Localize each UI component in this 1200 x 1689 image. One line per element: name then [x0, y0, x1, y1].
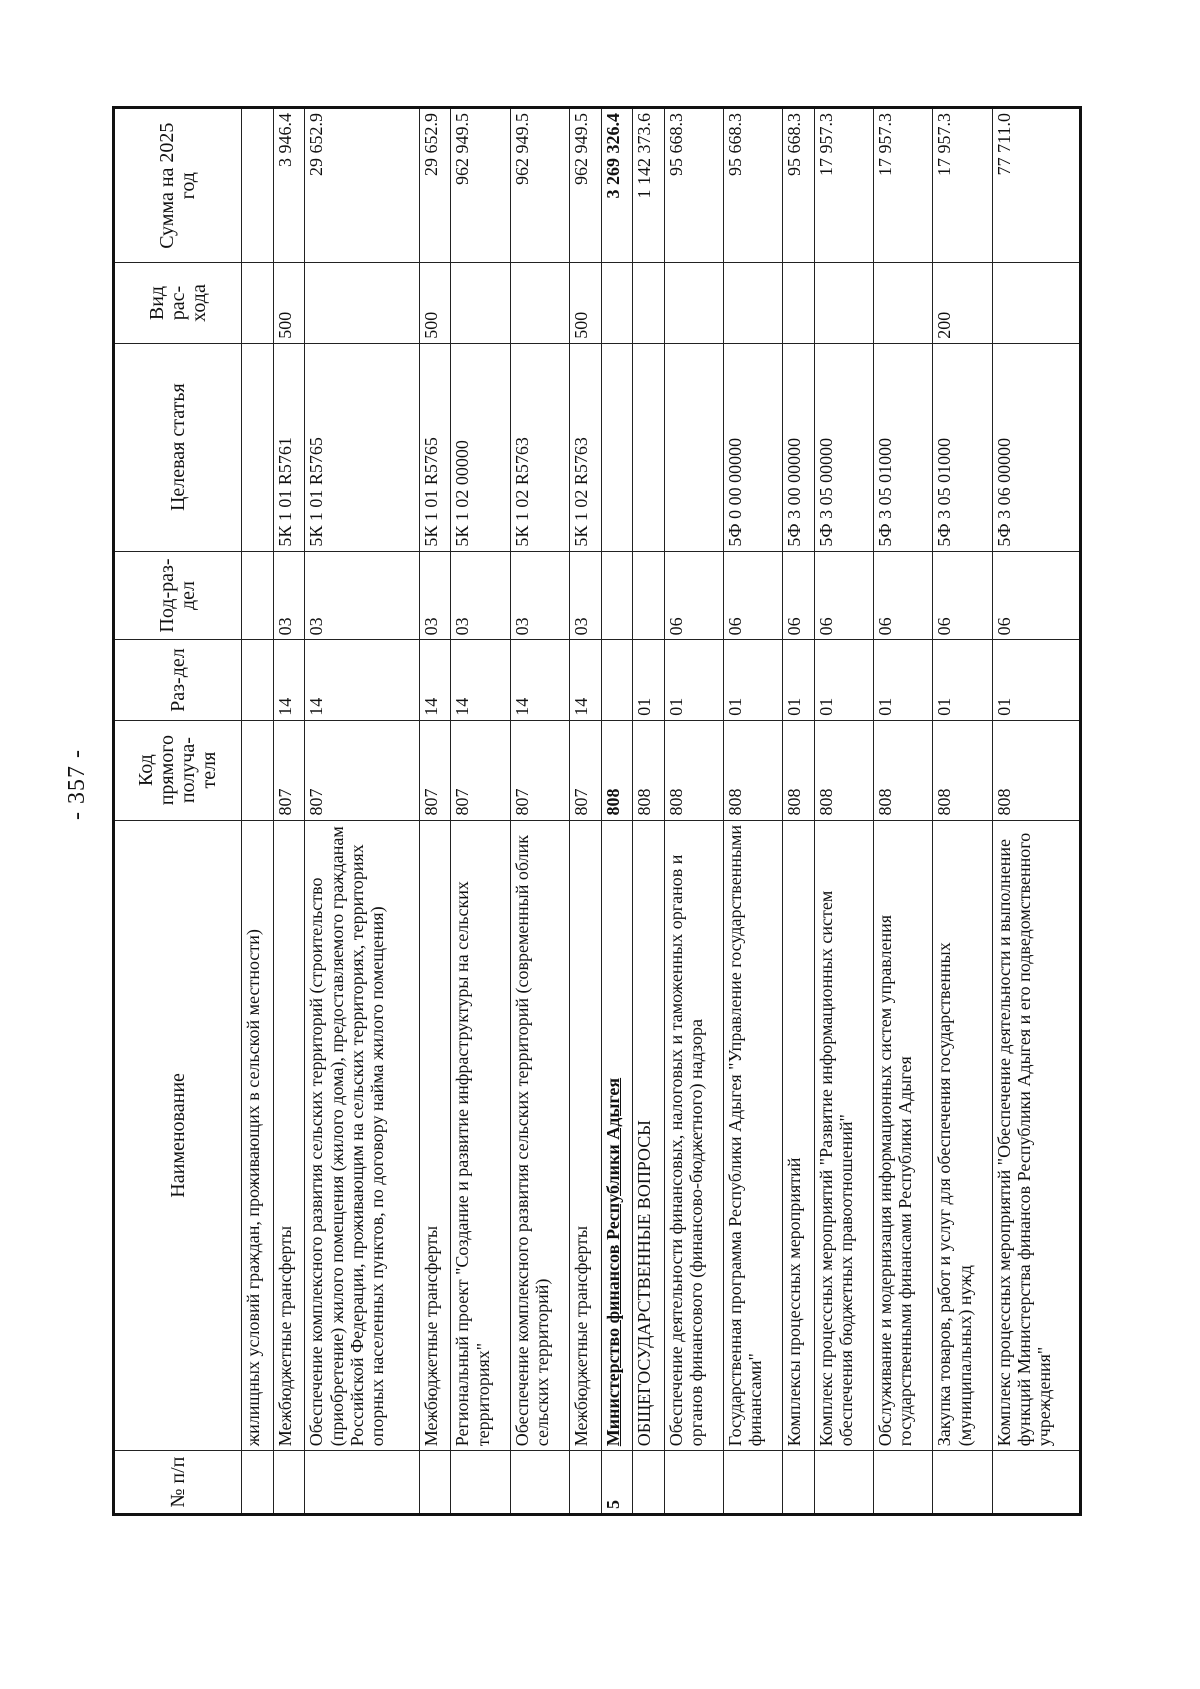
- budget-table: [112, 106, 1082, 1516]
- cell-section: 01: [724, 640, 783, 720]
- table-row: [242, 108, 274, 1515]
- cell-no: [664, 1451, 723, 1515]
- cell-amount: 95 668.3: [664, 108, 723, 263]
- cell-no: [451, 1451, 510, 1515]
- cell-amount: 1 142 373.6: [633, 108, 665, 263]
- cell-section: 14: [305, 640, 419, 720]
- cell-section: 01: [992, 640, 1080, 720]
- header-name: Наименование: [114, 820, 242, 1451]
- table-row: [664, 108, 723, 1515]
- header-amount: Сумма на 2025 год: [114, 108, 242, 263]
- cell-target: [633, 343, 665, 551]
- cell-target: 5Ф 3 06 00000: [992, 343, 1080, 551]
- cell-target: 5К 1 02 R5763: [510, 343, 569, 551]
- cell-expense-type: 500: [273, 263, 305, 343]
- cell-name: Закупка товаров, работ и услуг для обеспечения государственных (муниципальных) нужд: [933, 820, 992, 1451]
- cell-recipient-code: 808: [664, 720, 723, 820]
- cell-recipient-code: 808: [724, 720, 783, 820]
- cell-name: ОБЩЕГОСУДАРСТВЕННЫЕ ВОПРОСЫ: [633, 820, 665, 1451]
- cell-target: 5Ф 3 05 01000: [874, 343, 933, 551]
- cell-target: [242, 343, 274, 551]
- cell-expense-type: 500: [569, 263, 601, 343]
- cell-no: [874, 1451, 933, 1515]
- cell-recipient-code: 808: [815, 720, 874, 820]
- table-row: [724, 108, 783, 1515]
- cell-target: 5К 1 02 R5763: [569, 343, 601, 551]
- cell-subsection: 03: [569, 551, 601, 640]
- cell-recipient-code: 807: [451, 720, 510, 820]
- cell-name: Обслуживание и модернизация информационных систем управления государственными финансами Республики Адыгея: [874, 820, 933, 1451]
- rotated-table-container: [112, 106, 1082, 1516]
- table-row: [633, 108, 665, 1515]
- cell-expense-type: [724, 263, 783, 343]
- cell-recipient-code: 808: [992, 720, 1080, 820]
- cell-name: Обеспечение комплексного развития сельских территорий (современный облик сельских территорий): [510, 820, 569, 1451]
- cell-section: 14: [419, 640, 451, 720]
- table-row: [569, 108, 601, 1515]
- cell-name: Региональный проект "Создание и развитие инфраструктуры на сельских территориях": [451, 820, 510, 1451]
- cell-no: [569, 1451, 601, 1515]
- cell-name: Комплекс процессных мероприятий "Обеспечение деятельности и выполнение функций Министерства финансов Республики Адыгея и его подведомственного учреждения": [992, 820, 1080, 1451]
- table-row: [933, 108, 992, 1515]
- table-row: [273, 108, 305, 1515]
- cell-amount: 17 957.3: [874, 108, 933, 263]
- cell-amount: 962 949.5: [451, 108, 510, 263]
- cell-section: 01: [933, 640, 992, 720]
- cell-amount: [242, 108, 274, 263]
- cell-expense-type: 500: [419, 263, 451, 343]
- cell-recipient-code: 807: [569, 720, 601, 820]
- table-row: [451, 108, 510, 1515]
- cell-section: 01: [783, 640, 815, 720]
- cell-recipient-code: 808: [633, 720, 665, 820]
- header-section: Раз-дел: [114, 640, 242, 720]
- cell-name: Комплекс процессных мероприятий "Развитие информационных систем обеспечения бюджетных правоотношений": [815, 820, 874, 1451]
- cell-amount: 29 652.9: [305, 108, 419, 263]
- cell-expense-type: [815, 263, 874, 343]
- cell-name: Министерство финансов Республики Адыгея: [601, 820, 633, 1451]
- page-number: - 357 -: [64, 749, 90, 820]
- cell-subsection: 06: [933, 551, 992, 640]
- cell-recipient-code: 807: [419, 720, 451, 820]
- cell-expense-type: [992, 263, 1080, 343]
- cell-section: 14: [569, 640, 601, 720]
- table-row: [874, 108, 933, 1515]
- cell-no: [724, 1451, 783, 1515]
- cell-subsection: 06: [992, 551, 1080, 640]
- table-header-row: [114, 108, 242, 1515]
- cell-no: 5: [601, 1451, 633, 1515]
- cell-no: [305, 1451, 419, 1515]
- cell-target: 5Ф 3 00 00000: [783, 343, 815, 551]
- cell-recipient-code: 807: [273, 720, 305, 820]
- cell-target: [601, 343, 633, 551]
- cell-subsection: [633, 551, 665, 640]
- cell-amount: 3 269 326.4: [601, 108, 633, 263]
- cell-amount: 17 957.3: [933, 108, 992, 263]
- cell-subsection: 03: [451, 551, 510, 640]
- cell-amount: 3 946.4: [273, 108, 305, 263]
- cell-no: [273, 1451, 305, 1515]
- cell-expense-type: [242, 263, 274, 343]
- cell-no: [242, 1451, 274, 1515]
- table-row: [783, 108, 815, 1515]
- table-body: [242, 108, 1081, 1515]
- cell-expense-type: [305, 263, 419, 343]
- cell-expense-type: 200: [933, 263, 992, 343]
- cell-recipient-code: 808: [783, 720, 815, 820]
- table-row: [992, 108, 1080, 1515]
- header-target: Целевая статья: [114, 343, 242, 551]
- cell-target: 5К 1 02 00000: [451, 343, 510, 551]
- cell-subsection: 06: [783, 551, 815, 640]
- cell-name: Межбюджетные трансферты: [569, 820, 601, 1451]
- cell-recipient-code: [242, 720, 274, 820]
- table-row: [601, 108, 633, 1515]
- header-subsection: Под-раз-дел: [114, 551, 242, 640]
- cell-target: 5К 1 01 R5765: [305, 343, 419, 551]
- header-expense-type: Вид рас-хода: [114, 263, 242, 343]
- cell-expense-type: [633, 263, 665, 343]
- cell-section: 14: [510, 640, 569, 720]
- cell-target: 5Ф 3 05 00000: [815, 343, 874, 551]
- cell-recipient-code: 808: [601, 720, 633, 820]
- cell-no: [633, 1451, 665, 1515]
- table-row: [305, 108, 419, 1515]
- cell-subsection: 06: [815, 551, 874, 640]
- cell-subsection: 03: [305, 551, 419, 640]
- cell-section: 14: [273, 640, 305, 720]
- cell-name: Государственная программа Республики Адыгея "Управление государственными финансами": [724, 820, 783, 1451]
- cell-amount: 962 949.5: [510, 108, 569, 263]
- cell-no: [510, 1451, 569, 1515]
- cell-expense-type: [664, 263, 723, 343]
- cell-no: [419, 1451, 451, 1515]
- cell-recipient-code: 807: [510, 720, 569, 820]
- header-no: № п/п: [114, 1451, 242, 1515]
- header-recipient-code: Код прямого получа-теля: [114, 720, 242, 820]
- cell-expense-type: [451, 263, 510, 343]
- cell-name: Межбюджетные трансферты: [419, 820, 451, 1451]
- cell-section: [242, 640, 274, 720]
- cell-subsection: [242, 551, 274, 640]
- cell-expense-type: [874, 263, 933, 343]
- cell-target: [664, 343, 723, 551]
- cell-target: 5К 1 01 R5761: [273, 343, 305, 551]
- cell-name: Комплексы процессных мероприятий: [783, 820, 815, 1451]
- cell-target: 5Ф 0 00 00000: [724, 343, 783, 551]
- cell-expense-type: [510, 263, 569, 343]
- cell-section: 01: [874, 640, 933, 720]
- cell-subsection: 06: [724, 551, 783, 640]
- cell-section: 01: [815, 640, 874, 720]
- cell-recipient-code: 808: [933, 720, 992, 820]
- cell-name: жилищных условий граждан, проживающих в сельской местности): [242, 820, 274, 1451]
- cell-amount: 95 668.3: [724, 108, 783, 263]
- cell-recipient-code: 808: [874, 720, 933, 820]
- cell-section: 01: [664, 640, 723, 720]
- cell-section: 01: [633, 640, 665, 720]
- table-row: [815, 108, 874, 1515]
- cell-no: [992, 1451, 1080, 1515]
- cell-no: [783, 1451, 815, 1515]
- cell-target: 5К 1 01 R5765: [419, 343, 451, 551]
- cell-expense-type: [783, 263, 815, 343]
- table-row: [510, 108, 569, 1515]
- cell-subsection: 03: [419, 551, 451, 640]
- cell-recipient-code: 807: [305, 720, 419, 820]
- cell-amount: 95 668.3: [783, 108, 815, 263]
- cell-target: 5Ф 3 05 01000: [933, 343, 992, 551]
- cell-section: 14: [451, 640, 510, 720]
- cell-name: Межбюджетные трансферты: [273, 820, 305, 1451]
- cell-no: [815, 1451, 874, 1515]
- table-row: [419, 108, 451, 1515]
- cell-no: [933, 1451, 992, 1515]
- cell-subsection: 06: [664, 551, 723, 640]
- cell-subsection: 03: [273, 551, 305, 640]
- cell-subsection: 06: [874, 551, 933, 640]
- cell-expense-type: [601, 263, 633, 343]
- cell-name: Обеспечение деятельности финансовых, налоговых и таможенных органов и органов финансового (финансово-бюджетного) надзора: [664, 820, 723, 1451]
- cell-name: Обеспечение комплексного развития сельских территорий (строительство (приобретение) жилого помещения (жилого дома), предоставляемого гражданам Российской Федерации, проживающим на сельских территориях, территориях опорных населенных пунктов, по договору найма жилого помещения): [305, 820, 419, 1451]
- cell-amount: 17 957.3: [815, 108, 874, 263]
- cell-amount: 77 711.0: [992, 108, 1080, 263]
- cell-amount: 29 652.9: [419, 108, 451, 263]
- cell-subsection: 03: [510, 551, 569, 640]
- cell-subsection: [601, 551, 633, 640]
- cell-amount: 962 949.5: [569, 108, 601, 263]
- cell-section: [601, 640, 633, 720]
